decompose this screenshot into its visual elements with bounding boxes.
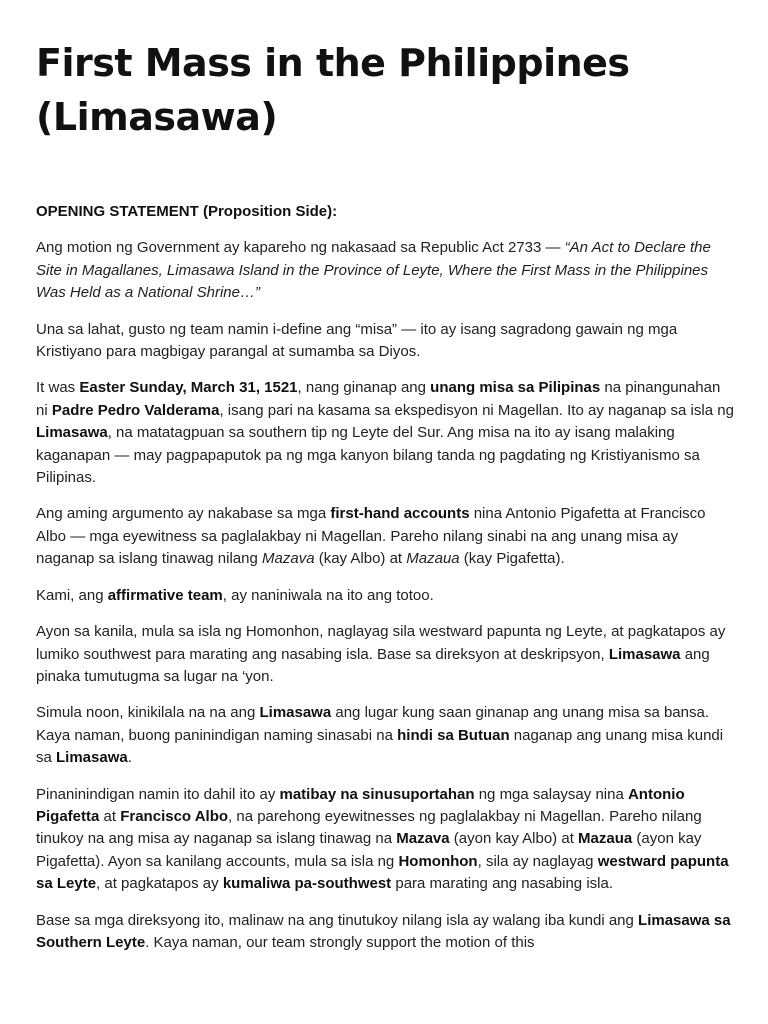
paragraph-recognition: Simula noon, kinikilala na na ang Limasawa ang lugar kung saan ginanap ang unang misa sa bansa. Kaya naman, buong paninindigan naming sinasabi na hindi sa Butuan naganap ang unang misa kundi sa Limasawa. <box>36 704 724 767</box>
paragraph-affirmative-team: Kami, ang affirmative team, ay naniniwala na ito ang totoo. <box>36 586 434 604</box>
paragraph-conclusion: Base sa mga direksyong ito, malinaw na ang tinutukoy nilang isla ay walang iba kundi ang Limasawa sa Southern Leyte. Kaya naman, our team strongly support the motion of this <box>36 911 731 951</box>
document-page <box>36 36 736 968</box>
paragraph-motion: Ang motion ng Government ay kapareho ng nakasaad sa Republic Act 2733 — “An Act to Declare the Site in Magallanes, Limasawa Island in the Province of Leyte, Where the First Mass in the Philippines Was Held as a National Shrine…” <box>36 239 711 302</box>
page-title: First Mass in the Philippines (Limasawa) <box>36 41 630 139</box>
paragraph-first-hand-accounts: Ang aming argumento ay nakabase sa mga first-hand accounts nina Antonio Pigafetta at Francisco Albo — mga eyewitness sa paglalakbay ni Magellan. Pareho nilang sinabi na ang unang misa ay naganap sa islang tinawag nilang Mazava (kay Albo) at Mazaua (kay Pigafetta). <box>36 505 706 568</box>
paragraph-easter-sunday: It was Easter Sunday, March 31, 1521, nang ginanap ang unang misa sa Pilipinas na pinangunahan ni Padre Pedro Valderama, isang pari na kasama sa ekspedisyon ni Magellan. Ito ay naganap sa isla ng Limasawa, na matatagpuan sa southern tip ng Leyte del Sur. Ang misa na ito ay isang malaking kaganapan — may pagpapaputok pa ng mga kanyon bilang tanda ng pagdating ng Kristiyanismo sa Pilipinas. <box>36 379 734 487</box>
document-body <box>36 201 736 954</box>
paragraph-definition: Una sa lahat, gusto ng team namin i-define ang “misa” — ito ay isang sagradong gawain ng mga Kristiyano para magbigay parangal at sumamba sa Diyos. <box>36 320 678 361</box>
opening-statement-heading: OPENING STATEMENT (Proposition Side): <box>36 203 338 220</box>
paragraph-eyewitnesses: Pinaninindigan namin ito dahil ito ay matibay na sinusuportahan ng mga salaysay nina Antonio Pigafetta at Francisco Albo, na parehong eyewitnesses ng paglalakbay ni Magellan. Pareho nilang tinukoy na ang misa ay naganap sa islang tinawag na Mazava (ayon kay Albo) at Mazaua (ayon kay Pigafetta). Ayon sa kanilang accounts, mula sa isla ng Homonhon, sila ay naglayag westward papunta sa Leyte, at pagkatapos ay kumaliwa pa-southwest para marating ang nasabing isla. <box>36 785 729 893</box>
paragraph-route: Ayon sa kanila, mula sa isla ng Homonhon, naglayag sila westward papunta ng Leyte, at pagkatapos ay lumiko southwest para marating ang nasabing isla. Base sa direksyon at deskripsyon, Limasawa ang pinaka tumutugma sa lugar na ‘yon. <box>36 623 726 685</box>
republic-act-quote: “An Act to Declare the Site in Magallanes, Limasawa Island in the Province of Leyte, Where the First Mass in the Philippines Was Held as a National Shrine…” <box>36 239 711 302</box>
